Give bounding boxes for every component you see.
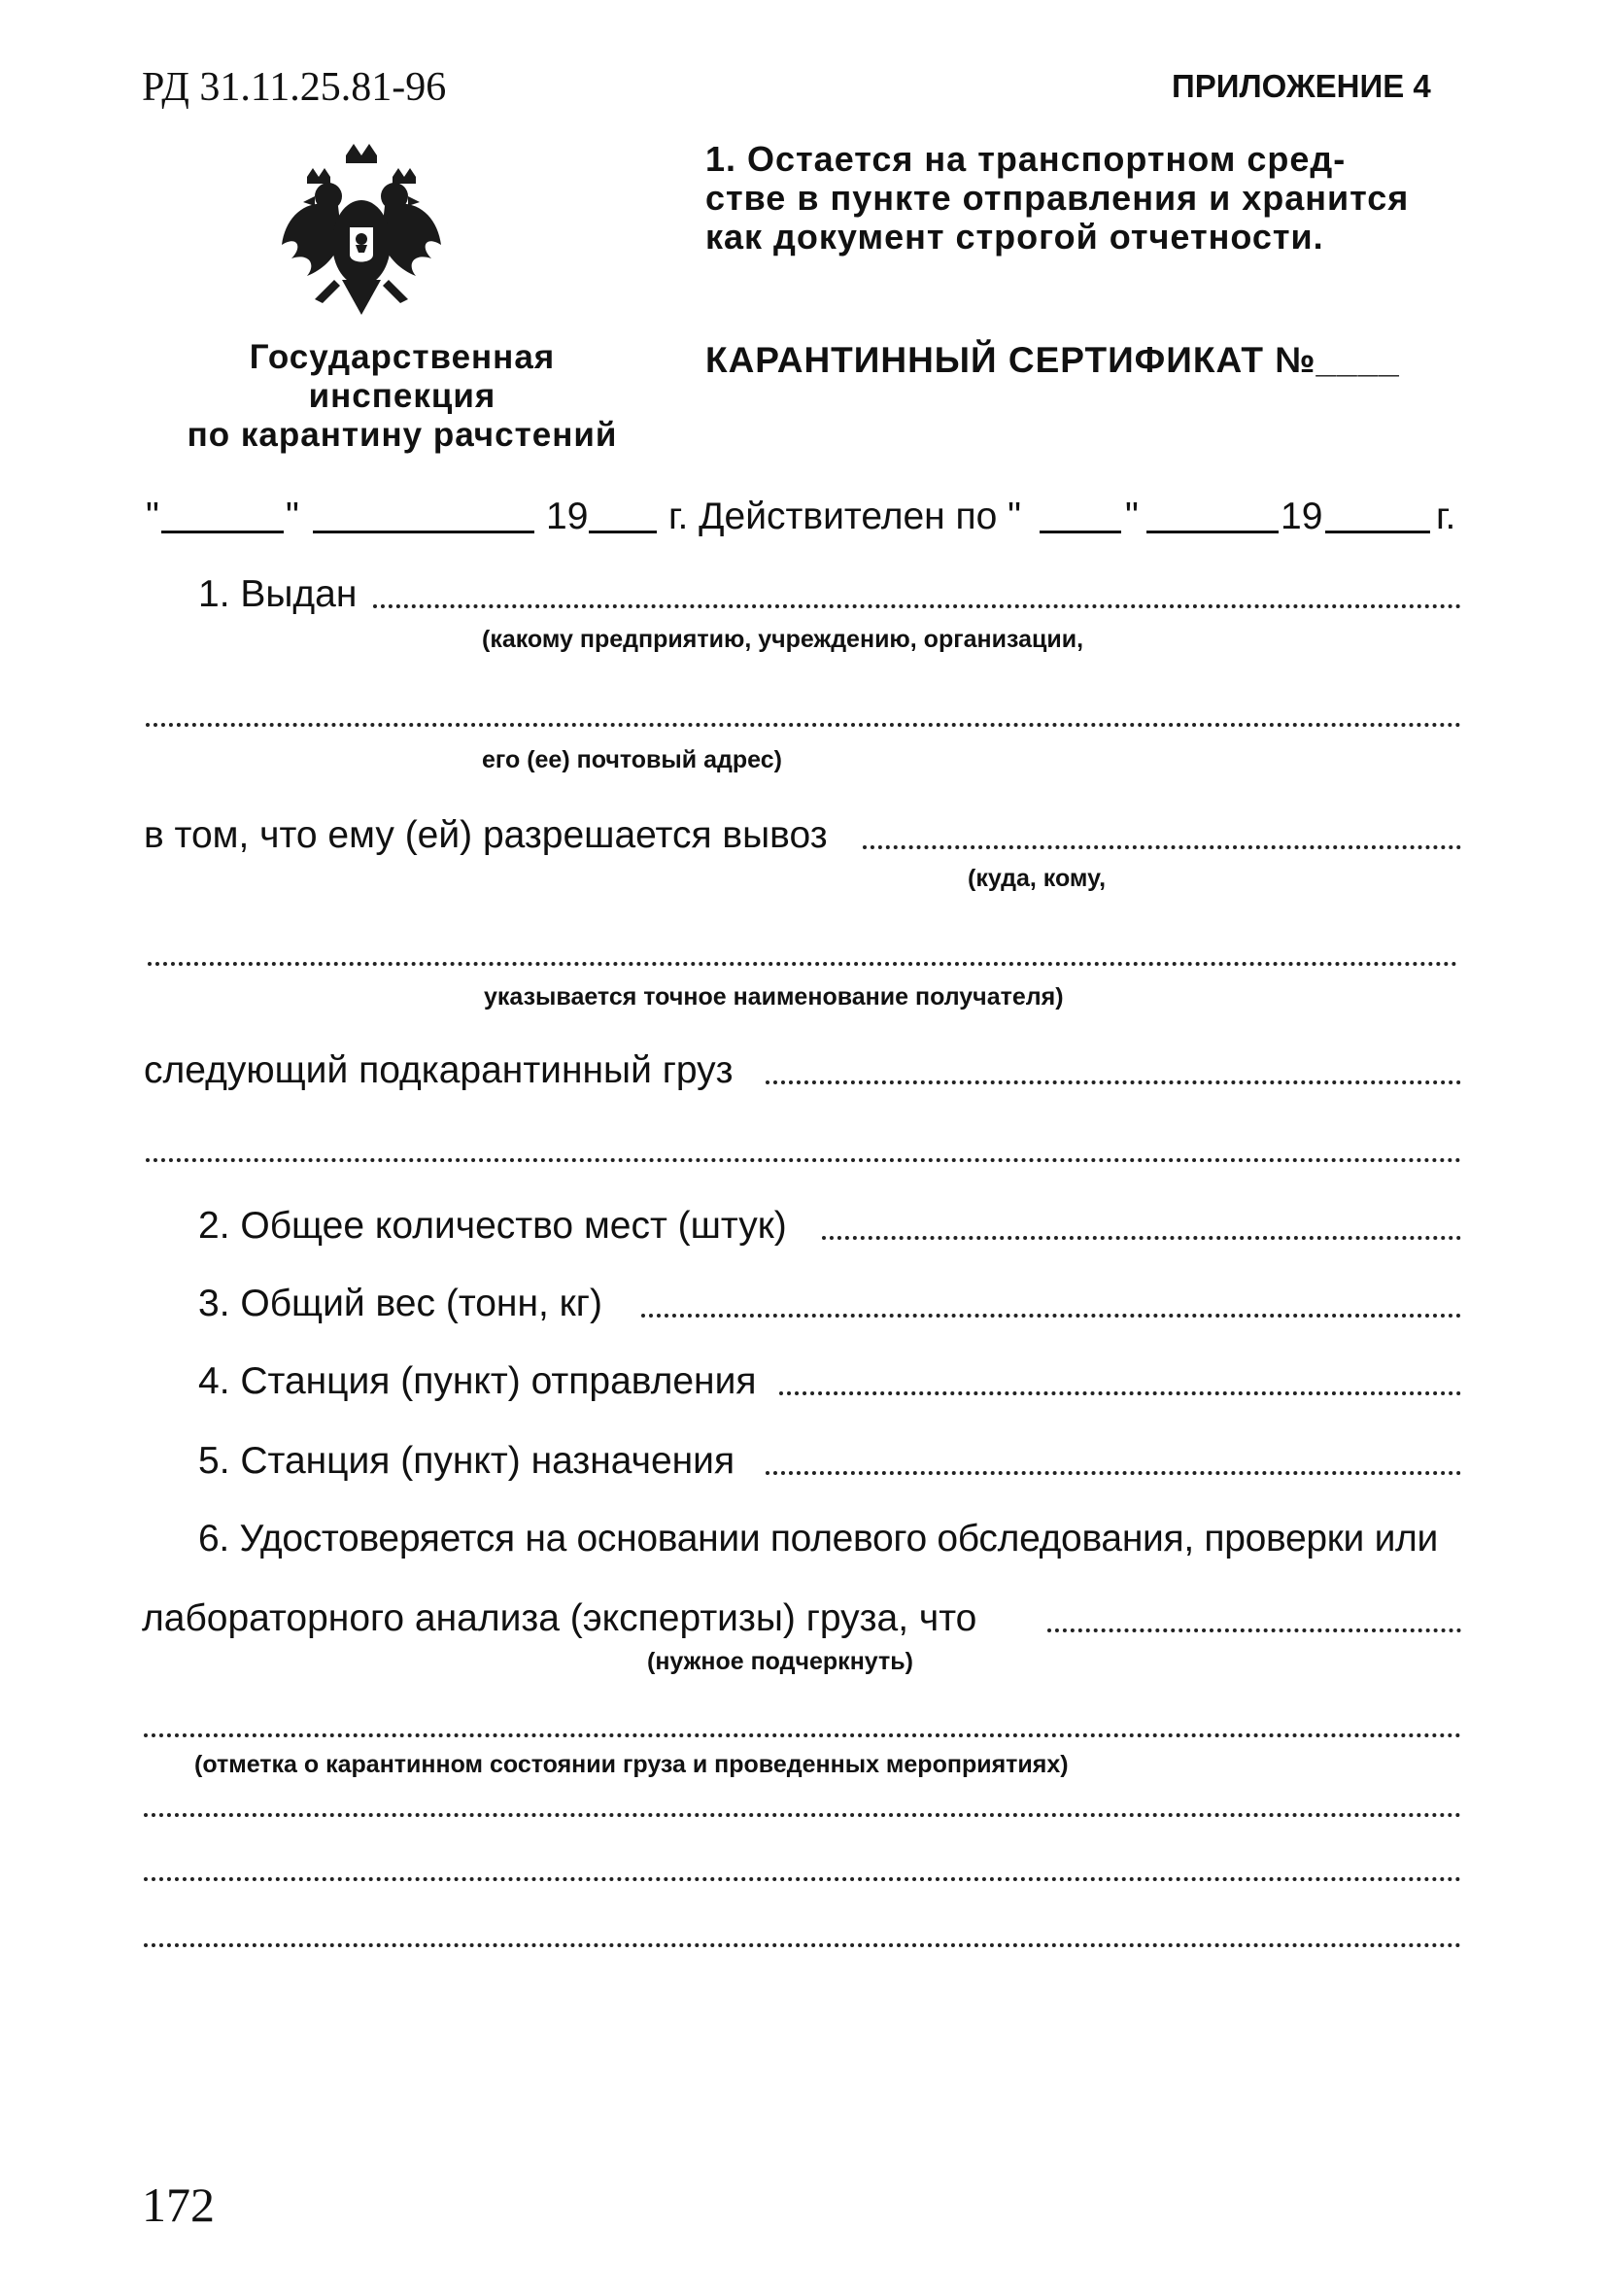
valid-year-suffix: г. [1436,496,1456,537]
issued-caption-2: его (ее) почтовый адрес) [482,746,782,773]
valid-month-blank[interactable] [1146,531,1279,533]
storage-note-line-3: как документ строгой отчетности. [705,217,1324,257]
departure-field[interactable] [779,1391,1461,1395]
double-headed-eagle-icon [278,138,445,319]
date-month-blank[interactable] [313,531,534,533]
valid-day-blank[interactable] [1040,531,1121,533]
valid-until-label: г. Действителен по " [668,496,1022,537]
date-open-quote-1: " [146,496,159,537]
valid-close-quote: " [1125,496,1139,537]
document-code: РД 31.11.25.81-96 [142,65,447,110]
date-day-blank[interactable] [161,531,284,533]
places-field[interactable] [822,1236,1461,1240]
date-year-prefix: 19 [546,496,589,537]
appendix-label: ПРИЛОЖЕНИЕ 4 [1172,68,1431,104]
issuer-line-3: по карантину рачстений [187,416,618,454]
certify-line-2: лабораторного анализа (экспертизы) груза, что [142,1597,977,1639]
departure-label: 4. Станция (пункт) отправления [198,1360,757,1402]
weight-label: 3. Общий вес (тонн, кг) [198,1283,602,1324]
remarks-line-3[interactable] [144,1943,1461,1947]
page-number: 172 [142,2177,215,2232]
certify-caption-1: (нужное подчеркнуть) [647,1648,913,1675]
cargo-field[interactable] [766,1080,1461,1084]
export-label: в том, что ему (ей) разрешается вывоз [144,814,828,856]
issued-field[interactable] [373,604,1461,608]
issuer-line-2: инспекция [308,377,496,415]
storage-note [705,140,1409,257]
export-field[interactable] [863,845,1461,849]
cargo-label: следующий подкарантинный груз [144,1049,734,1091]
issuer-block [140,338,665,455]
issued-field-line-2[interactable] [146,723,1461,727]
export-caption-2: указывается точное наименование получателя) [484,983,1064,1011]
destination-label: 5. Станция (пункт) назначения [198,1440,735,1482]
weight-field[interactable] [641,1314,1461,1318]
issued-caption-1: (какому предприятию, учреждению, организации, [482,626,1084,653]
places-label: 2. Общее количество мест (штук) [198,1205,787,1247]
cargo-field-line-2[interactable] [146,1158,1461,1162]
remarks-line-2[interactable] [144,1877,1461,1881]
certify-field-line-2[interactable] [144,1733,1461,1737]
export-caption-1: (куда, кому, [968,865,1107,892]
certify-field[interactable] [1047,1628,1461,1632]
destination-field[interactable] [766,1471,1461,1475]
issuer-line-1: Государственная [249,338,556,376]
date-year-blank[interactable] [589,531,657,533]
date-close-quote-1: " [286,496,299,537]
export-field-line-2[interactable] [148,962,1457,966]
issued-label: 1. Выдан [198,573,358,615]
storage-note-line-2: стве в пункте отправления и хранится [705,178,1410,218]
valid-year-prefix: 19 [1281,496,1323,537]
certificate-title: КАРАНТИННЫЙ СЕРТИФИКАТ №____ [705,340,1400,380]
storage-note-line-1: 1. Остается на транспортном сред- [705,139,1347,179]
certify-line-1: 6. Удостоверяется на основании полевого обследования, проверки или [198,1518,1438,1559]
valid-year-blank[interactable] [1325,531,1430,533]
certify-caption-2: (отметка о карантинном состоянии груза и проведенных мероприятиях) [194,1751,1069,1778]
remarks-line-1[interactable] [144,1813,1461,1817]
